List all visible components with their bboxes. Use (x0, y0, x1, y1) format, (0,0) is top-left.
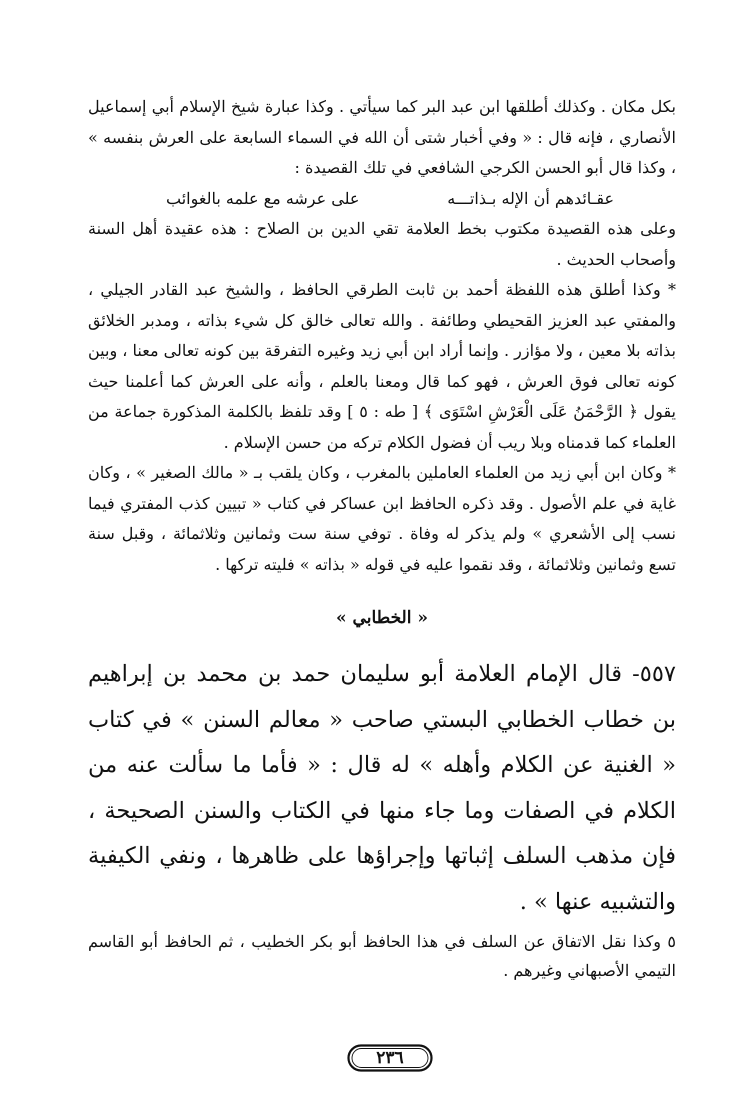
commentary-top (88, 92, 676, 580)
paragraph-557: ٥٥٧- قال الإمام العلامة أبو سليمان حمد بن محمد بن إبراهيم بن خطاب الخطابي البستي صاحب « معالم السنن » في كتاب « الغنية عن الكلام وأهله » له قال : « فأما ما سألت عنه من الكلام في الصفات وما جاء منها في الكتاب والسنن الصحيحة ، فإن مذهب السلف إثباتها وإجراؤها على ظاهرها ، ونفي الكيفية والتشبيه عنها » . (88, 661, 676, 915)
verse-first-hemistich: عقـائدهم أن الإله بـذاتـــه (447, 188, 614, 208)
page-number: ٢٣٦ (376, 1048, 404, 1068)
page-body (88, 92, 676, 985)
commentary-bottom (88, 927, 676, 985)
paragraph-2: وعلى هذه القصيدة مكتوب بخط العلامة تقي الدين بن الصلاح : هذه عقيدة أهل السنة وأصحاب الحديث . (88, 219, 676, 269)
paragraph-4: * وكان ابن أبي زيد من العلماء العاملين بالمغرب ، وكان يلقب بـ « مالك الصغير » ، وكان غاية في علم الأصول . وقد ذكره الحافظ ابن عساكر في كتاب « تبيين كذب المفتري فيما نسب إلى الأشعري » ولم يذكر له وفاة . توفي سنة ست وثمانين وثلاثمائة ، وقبل سنة تسع وثمانين وثلاثمائة ، وقد نقموا عليه في قوله « بذاته » فليته تركها . (88, 463, 677, 574)
page-number-badge (347, 1044, 433, 1072)
paragraph-1: بكل مكان . وكذلك أطلقها ابن عبد البر كما سيأتي . وكذا عبارة شيخ الإسلام أبي إسماعيل الأنصاري ، فإنه قال : « وفي أخبار شتى أن الله في السماء السابعة على العرش بنفسه » ، وكذا قال أبو الحسن الكرجي الشافعي في تلك القصيدة : (88, 97, 676, 177)
paragraph-3: * وكذا أطلق هذه اللفظة أحمد بن ثابت الطرقي الحافظ ، والشيخ عبد القادر الجيلي ، والمفتي عبد العزيز القحيطي وطائفة . والله تعالى خالق كل شيء بذاته ، ومدبر الخلائق بذاته بلا معين ، ولا مؤازر . وإنما أراد ابن أبي زيد وغيره التفرقة بين كونه تعالى معنا ، وبين كونه تعالى فوق العرش ، فهو كما قال ومعنا بالعلم ، وأنه على العرش كما أعلمنا حيث يقول ﴿ الرَّحْمَنُ عَلَى الْعَرْشِ اسْتَوَى ﴾ [ طه : ٥ ] وقد تلفظ بالكلمة المذكورة جماعة من العلماء كما قدمناه وبلا ريب أن فضول الكلام تركه من حسن الإسلام . (88, 280, 677, 452)
section-title: « الخطابي » (336, 608, 428, 628)
main-text (88, 652, 676, 925)
verse-second-hemistich: على عرشه مع علمه بالغوائب (166, 188, 360, 208)
poem-verse (88, 184, 676, 215)
paragraph-6: ٥ وكذا نقل الاتفاق عن السلف في هذا الحافظ أبو بكر الخطيب ، ثم الحافظ أبو القاسم التيمي الأصبهاني وغيرهم . (88, 932, 676, 980)
